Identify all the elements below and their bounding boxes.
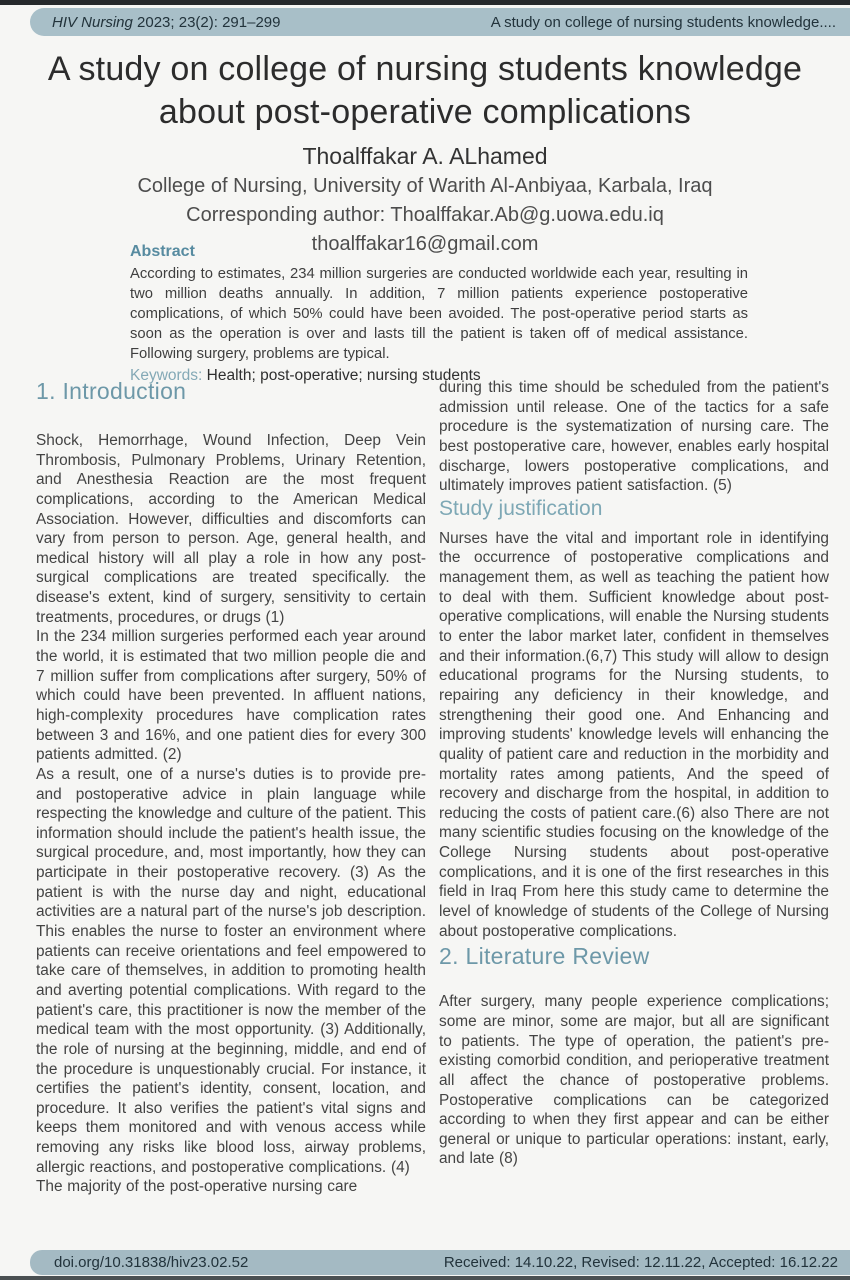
journal-issue-info: 2023; 23(2): 291–299 bbox=[137, 13, 281, 31]
study-justification-paragraph: Nurses have the vital and important role in identifying the occurrence of postoperative complications and management them, as well as teaching the patient how to deal with them. Sufficient knowledge about post-operative complications, will enable the Nursing students to enter the labor market later, confident in themselves and their information.(6,7) This study will allow to design educational programs for the Nursing students, to repairing any deficiency in their knowledge, and strengthening their good one. And Enhancing and improving students' knowledge levels will enhancing the quality of patient care and reduction in the morbidity and mortality rates among patients, And the speed of recovery and discharge from the hospital, in addition to reducing the costs of patient care.(6) also There are not many scientific studies focusing on the knowledge of the College Nursing students about post-operative complications, and it is one of the first researches in this field in Iraq From here this study came to determine the level of knowledge of students of the College of Nursing about postoperative complications. bbox=[439, 529, 829, 940]
received-revised-accepted-dates: Received: 14.10.22, Revised: 12.11.22, Accepted: 16.12.22 bbox=[443, 1254, 838, 1271]
continued-paragraph: during this time should be scheduled from the patient's admission until release. One of the tactics for a safe procedure is the systematization of nursing care. The best postoperative care, however, enables early hospital discharge, lowers postoperative complications, and ultimately improves patient satisfaction. (5) bbox=[439, 379, 829, 495]
keywords-label: Keywords: bbox=[130, 366, 203, 384]
keywords-text: Health; post-operative; nursing students bbox=[202, 366, 481, 384]
running-title: A study on college of nursing students knowledge.... bbox=[490, 13, 836, 31]
author-name: Thoalffakar A. ALhamed bbox=[302, 143, 548, 169]
intro-paragraph-1: Shock, Hemorrhage, Wound Infection, Deep Vein Thrombosis, Pulmonary Problems, Urinary Retention, and Anesthesia Reaction are the most frequent complications, according to the American Medical Association. However, difficulties and discomforts can vary from person to person. Age, general health, and medical history will all play a role in how any post-surgical complications are treated specifically. the disease's extent, kind of surgery, sensitivity to certain treatments, procedures, or drugs (1) bbox=[36, 432, 426, 626]
page-top-edge bbox=[0, 0, 850, 5]
section-heading-literature-review: 2. Literature Review bbox=[439, 943, 650, 970]
page-bottom-edge bbox=[0, 1276, 850, 1280]
section-heading-introduction: 1. Introduction bbox=[36, 378, 187, 404]
paper-title: A study on college of nursing students knowledge about post-operative complications bbox=[47, 50, 803, 131]
abstract-heading: Abstract bbox=[130, 243, 195, 260]
corresponding-author: Corresponding author: Thoalffakar.Ab@g.uowa.edu.iq bbox=[186, 204, 664, 226]
left-column bbox=[36, 378, 426, 1254]
journal-header-bar bbox=[30, 8, 850, 36]
intro-paragraph-4: The majority of the post-operative nursing care bbox=[36, 1178, 358, 1196]
intro-paragraph-3: As a result, one of a nurse's duties is to provide pre- and postoperative advice in plain language while respecting the knowledge and culture of the patient. This information should include the patient's health issue, the surgical procedure, and, most importantly, how they can participate in their postoperative recovery. (3) As the patient is with the nurse day and night, educational activities are a natural part of the nurse's job description. This enables the nurse to foster an environment where patients can receive orientations and feel empowered to take care of themselves, in addition to promoting health and averting potential complications. With regard to the patient's care, this practitioner is now the member of the medical team with the most opportunity. (3) Additionally, the role of nursing at the beginning, middle, and end of the procedure is unquestionably crucial. For instance, it certifies the patient's identity, consent, location, and procedure. It also verifies the patient's vital signs and keeps them monitored and with venous access while removing any risks like blood loss, airway problems, allergic reactions, and postoperative complications. (4) bbox=[36, 765, 426, 1176]
title-block bbox=[0, 48, 850, 257]
right-column bbox=[439, 378, 829, 1254]
author-email: thoalffakar16@gmail.com bbox=[311, 233, 539, 255]
footer-bar bbox=[30, 1250, 850, 1275]
literature-paragraph-1: After surgery, many people experience complications; some are minor, some are major, but all are significant to patients. The type of operation, the patient's pre-existing comorbid condition, and perioperative treatment all affect the chance of postoperative problems. Postoperative complications can be categorized according to when they first appear and can be either general or unique to particular operations: instant, early, and late (8) bbox=[439, 993, 829, 1168]
doi-text: doi.org/10.31838/hiv23.02.52 bbox=[54, 1254, 249, 1271]
intro-paragraph-2: In the 234 million surgeries performed each year around the world, it is estimated that two million people die and 7 million suffer from complications after surgery, 50% of which could have been prevented. In affluent nations, high-complexity procedures have complication rates between 3 and 16%, and one patient dies for every 300 patients admitted. (2) bbox=[36, 628, 426, 764]
journal-name: HIV Nursing bbox=[52, 13, 133, 31]
subsection-heading-study-justification: Study justification bbox=[439, 496, 603, 520]
journal-reference bbox=[52, 14, 280, 31]
two-column-body bbox=[36, 378, 829, 1254]
abstract-text: According to estimates, 234 million surgeries are conducted worldwide each year, resulting in two million deaths annually. In addition, 7 million patients experience postoperative complications, of which 50% could have been avoided. The post-operative period starts as soon as the operation is over and lasts till the patient is taken off of medical assistance. Following surgery, problems are typical. bbox=[130, 266, 748, 363]
abstract-section bbox=[130, 243, 748, 385]
affiliation: College of Nursing, University of Warith Al-Anbiyaa, Karbala, Iraq bbox=[137, 175, 713, 197]
